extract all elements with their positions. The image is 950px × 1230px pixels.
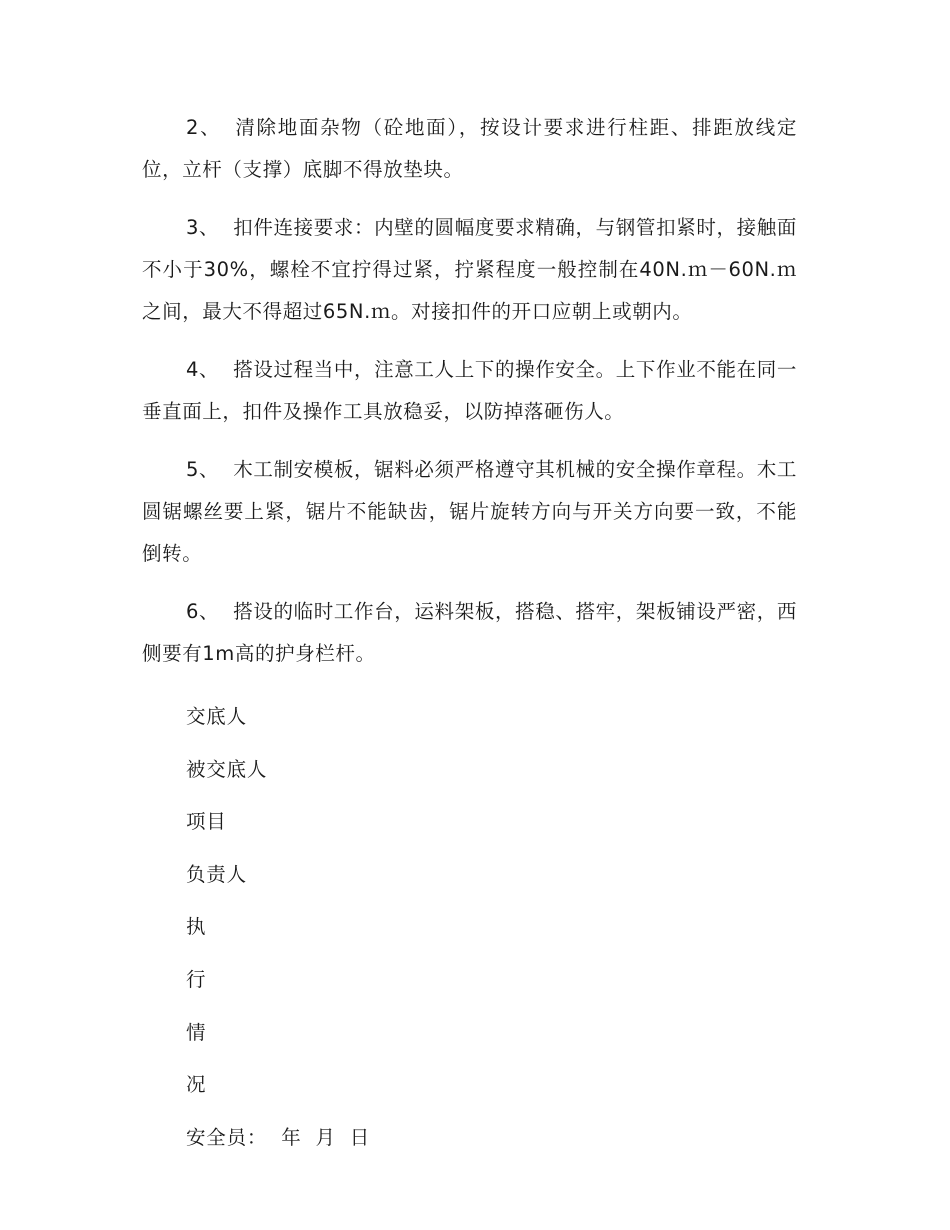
paragraph-text: 搭设的临时工作台，运料架板，搭稳、搭牢，架板铺设严密，西侧要有1m高的护身栏杆。 bbox=[142, 600, 797, 665]
document-body bbox=[142, 107, 797, 1164]
paragraph-number: 6、 bbox=[186, 600, 220, 623]
execution-label-char-3: 情 bbox=[186, 1020, 207, 1044]
paragraph-item-5 bbox=[142, 449, 797, 575]
safety-officer-date-line: 安全员： 年 月 日 bbox=[186, 1125, 371, 1149]
responsible-label: 负责人 bbox=[186, 862, 247, 886]
discloser-label: 交底人 bbox=[186, 705, 247, 728]
paragraph-text: 搭设过程当中，注意工人上下的操作安全。上下作业不能在同一垂直面上，扣件及操作工具放稳妥，以防掉落砸伤人。 bbox=[142, 358, 797, 423]
paragraph-text: 木工制安模板，锯料必须严格遵守其机械的安全操作章程。木工圆锯螺丝要上紧，锯片不能缺齿，锯片旋转方向与开关方向要一致，不能倒转。 bbox=[142, 458, 797, 565]
disclosee-label: 被交底人 bbox=[186, 757, 268, 781]
execution-label-char-1: 执 bbox=[186, 915, 207, 939]
execution-label-char-2: 行 bbox=[186, 967, 207, 991]
paragraph-number: 4、 bbox=[186, 358, 220, 381]
paragraph-item-2 bbox=[142, 107, 797, 191]
paragraph-number: 3、 bbox=[186, 216, 220, 239]
paragraph-text: 清除地面杂物（砼地面），按设计要求进行柱距、排距放线定位，立杆（支撑）底脚不得放垫块。 bbox=[142, 116, 798, 181]
paragraph-number: 5、 bbox=[186, 458, 220, 481]
paragraph-item-4 bbox=[142, 349, 797, 433]
paragraph-item-6 bbox=[142, 591, 797, 675]
paragraph-number: 2、 bbox=[186, 116, 222, 139]
project-label: 项目 bbox=[186, 810, 227, 834]
paragraph-text: 扣件连接要求：内壁的圆幅度要求精确，与钢管扣紧时，接触面不小于30%，螺栓不宜拧得过紧，拧紧程度一般控制在40N.ｍ－60N.ｍ之间，最大不得超过65N.ｍ。对接扣件的开口应朝上或朝内。 bbox=[142, 216, 797, 323]
execution-label-char-4: 况 bbox=[186, 1073, 207, 1097]
paragraph-item-3 bbox=[142, 207, 797, 333]
